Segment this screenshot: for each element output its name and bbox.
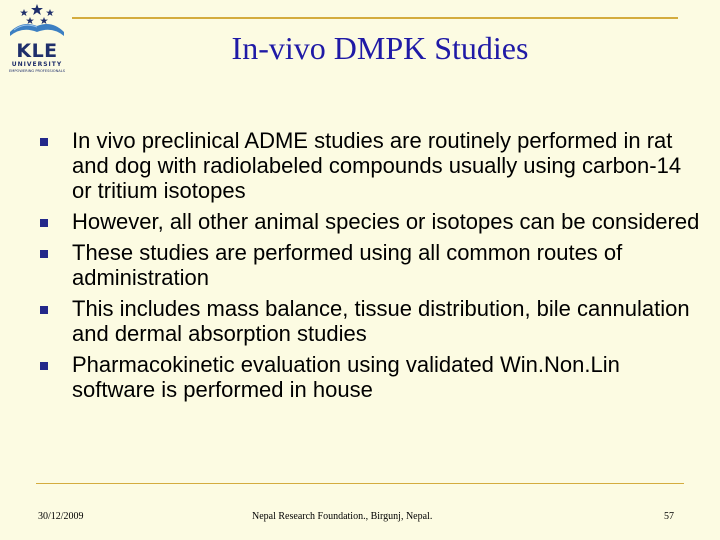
slide-title: In-vivo DMPK Studies bbox=[231, 30, 529, 66]
bullet-item bbox=[40, 128, 700, 203]
logo-subtitle: UNIVERSITY bbox=[11, 61, 63, 68]
footer-divider bbox=[36, 483, 684, 484]
bullet-item bbox=[40, 240, 700, 290]
bullet-text: In vivo preclinical ADME studies are routinely performed in rat and dog with radiolabeled compounds usually using carbon-14 or tritium isotopes bbox=[72, 128, 682, 203]
square-bullet-icon bbox=[40, 138, 48, 146]
footer-organization: Nepal Research Foundation., Birgunj, Nepal. bbox=[252, 511, 433, 522]
bullet-item bbox=[40, 352, 700, 402]
bullet-text: These studies are performed using all common routes of administration bbox=[72, 240, 623, 290]
footer-date: 30/12/2009 bbox=[38, 511, 84, 522]
square-bullet-icon bbox=[40, 362, 48, 370]
square-bullet-icon bbox=[40, 250, 48, 258]
slide-page-number: 57 bbox=[664, 511, 674, 522]
square-bullet-icon bbox=[40, 219, 48, 227]
square-bullet-icon bbox=[40, 306, 48, 314]
logo-name: KLE bbox=[16, 40, 58, 62]
title-divider bbox=[72, 17, 678, 19]
bullet-text: This includes mass balance, tissue distribution, bile cannulation and dermal absorption studies bbox=[72, 296, 690, 346]
bullet-list bbox=[40, 128, 700, 408]
bullet-text: Pharmacokinetic evaluation using validated Win.Non.Lin software is performed in house bbox=[72, 352, 620, 402]
logo-emblem-icon bbox=[2, 2, 72, 44]
kle-university-logo bbox=[2, 2, 72, 78]
bullet-text: However, all other animal species or isotopes can be considered bbox=[72, 209, 700, 234]
bullet-item bbox=[40, 296, 700, 346]
bullet-item bbox=[40, 209, 700, 234]
logo-tagline: EMPOWERING PROFESSIONALS bbox=[8, 69, 66, 73]
